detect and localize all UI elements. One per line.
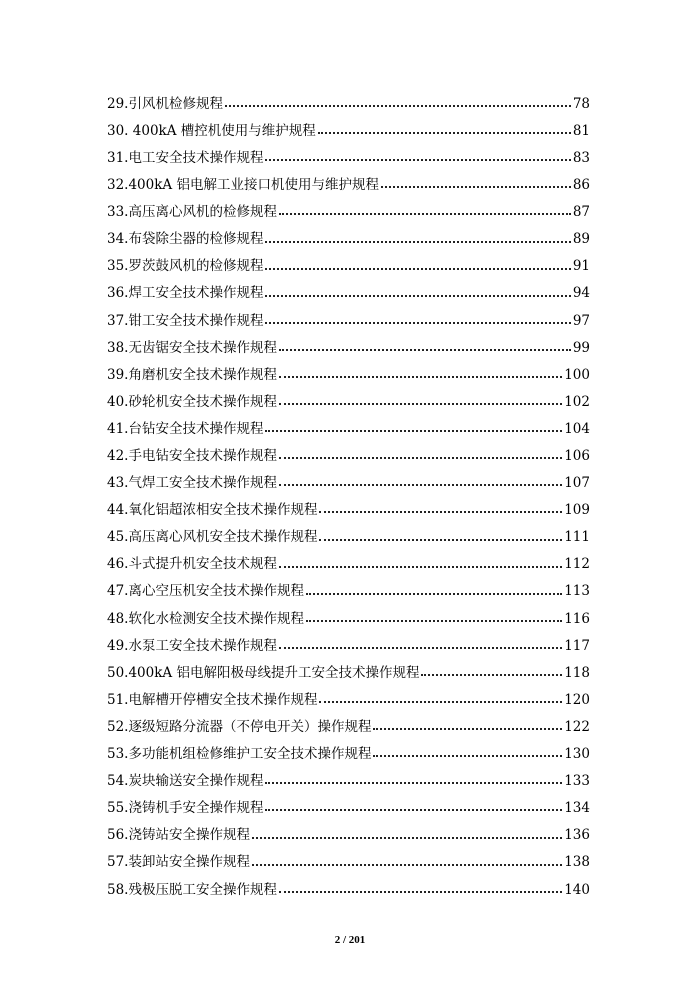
toc-entry-page-number: 89 bbox=[572, 231, 590, 248]
toc-entry[interactable] bbox=[107, 633, 590, 660]
toc-dot-leader bbox=[306, 592, 562, 595]
toc-dot-leader bbox=[265, 808, 562, 811]
toc-entry-title: 49.水泵工安全技术操作规程 bbox=[107, 637, 277, 654]
toc-entry[interactable] bbox=[107, 389, 590, 416]
toc-entry[interactable] bbox=[107, 823, 590, 850]
toc-entry[interactable] bbox=[107, 768, 590, 795]
toc-entry-page-number: 78 bbox=[572, 95, 590, 112]
toc-dot-leader bbox=[373, 754, 562, 757]
toc-entry-title: 30. 400kA 槽控机使用与维护规程 bbox=[107, 122, 316, 139]
toc-entry[interactable] bbox=[107, 443, 590, 470]
toc-entry-page-number: 111 bbox=[564, 529, 590, 546]
toc-entry-title: 45.高压离心风机安全技术操作规程 bbox=[107, 529, 318, 546]
toc-entry-page-number: 136 bbox=[564, 827, 590, 844]
toc-entry[interactable] bbox=[107, 308, 590, 335]
toc-entry-title: 42.手电钻安全技术操作规程 bbox=[107, 448, 277, 465]
toc-entry-page-number: 86 bbox=[572, 177, 590, 194]
toc-entry-title: 52.逐级短路分流器（不停电开关）操作规程 bbox=[107, 718, 372, 735]
toc-dot-leader bbox=[279, 348, 571, 351]
toc-dot-leader bbox=[373, 727, 562, 730]
toc-entry-title: 33.高压离心风机的检修规程 bbox=[107, 204, 277, 221]
toc-entry-page-number: 109 bbox=[564, 502, 590, 519]
toc-entry-page-number: 106 bbox=[564, 448, 590, 465]
toc-entry[interactable] bbox=[107, 416, 590, 443]
toc-entry-page-number: 94 bbox=[572, 285, 590, 302]
toc-entry[interactable] bbox=[107, 552, 590, 579]
toc-entry-title: 40.砂轮机安全技术操作规程 bbox=[107, 393, 277, 410]
toc-dot-leader bbox=[225, 104, 571, 107]
toc-entry-title: 54.炭块输送安全操作规程 bbox=[107, 773, 264, 790]
toc-entry[interactable] bbox=[107, 606, 590, 633]
page-number-footer: 2 / 201 bbox=[334, 934, 366, 946]
toc-dot-leader bbox=[306, 619, 562, 622]
toc-entry-page-number: 104 bbox=[564, 420, 590, 437]
toc-dot-leader bbox=[381, 185, 571, 188]
toc-entry[interactable] bbox=[107, 795, 590, 822]
toc-dot-leader bbox=[318, 131, 571, 134]
toc-entry-title: 57.装卸站安全操作规程 bbox=[107, 854, 250, 871]
toc-entry-page-number: 138 bbox=[564, 854, 590, 871]
toc-entry-title: 34.布袋除尘器的检修规程 bbox=[107, 231, 264, 248]
toc-entry[interactable] bbox=[107, 118, 590, 145]
toc-dot-leader bbox=[252, 836, 562, 839]
toc-dot-leader bbox=[265, 158, 570, 161]
toc-dot-leader bbox=[279, 483, 562, 486]
toc-entry-page-number: 87 bbox=[572, 204, 590, 221]
toc-entry-title: 37.钳工安全技术操作规程 bbox=[107, 312, 264, 329]
toc-entry-page-number: 102 bbox=[564, 393, 590, 410]
toc-entry-page-number: 122 bbox=[564, 718, 590, 735]
toc-entry-title: 48.软化水检测安全技术操作规程 bbox=[107, 610, 304, 627]
toc-dot-leader bbox=[319, 538, 562, 541]
toc-entry-title: 50.400kA 铝电解阳极母线提升工安全技术操作规程 bbox=[107, 664, 420, 681]
toc-entry[interactable] bbox=[107, 145, 590, 172]
toc-entry[interactable] bbox=[107, 660, 590, 687]
toc-dot-leader bbox=[279, 402, 562, 405]
table-of-contents bbox=[107, 91, 590, 904]
toc-entry[interactable] bbox=[107, 877, 590, 904]
toc-dot-leader bbox=[279, 456, 562, 459]
toc-entry[interactable] bbox=[107, 497, 590, 524]
toc-entry-title: 31.电工安全技术操作规程 bbox=[107, 149, 264, 166]
toc-entry[interactable] bbox=[107, 199, 590, 226]
toc-entry-title: 43.气焊工安全技术操作规程 bbox=[107, 475, 277, 492]
toc-dot-leader bbox=[265, 240, 570, 243]
toc-entry[interactable] bbox=[107, 525, 590, 552]
toc-entry[interactable] bbox=[107, 470, 590, 497]
toc-entry[interactable] bbox=[107, 172, 590, 199]
toc-dot-leader bbox=[265, 321, 570, 324]
toc-dot-leader bbox=[265, 429, 562, 432]
toc-entry-title: 41.台钻安全技术操作规程 bbox=[107, 420, 264, 437]
toc-entry[interactable] bbox=[107, 741, 590, 768]
toc-entry[interactable] bbox=[107, 254, 590, 281]
toc-entry-title: 39.角磨机安全技术操作规程 bbox=[107, 366, 277, 383]
toc-entry-title: 58.残极压脱工安全操作规程 bbox=[107, 881, 277, 898]
toc-entry-page-number: 113 bbox=[564, 583, 590, 600]
toc-entry[interactable] bbox=[107, 91, 590, 118]
toc-dot-leader bbox=[421, 673, 562, 676]
toc-entry-page-number: 117 bbox=[564, 637, 590, 654]
toc-entry-title: 36.焊工安全技术操作规程 bbox=[107, 285, 264, 302]
toc-entry[interactable] bbox=[107, 850, 590, 877]
toc-dot-leader bbox=[265, 267, 570, 270]
toc-entry-title: 29.引风机检修规程 bbox=[107, 95, 223, 112]
toc-entry-page-number: 97 bbox=[572, 312, 590, 329]
toc-entry-page-number: 140 bbox=[564, 881, 590, 898]
toc-entry-title: 35.罗茨鼓风机的检修规程 bbox=[107, 258, 264, 275]
toc-dot-leader bbox=[319, 700, 562, 703]
toc-entry-title: 38.无齿锯安全技术操作规程 bbox=[107, 339, 277, 356]
toc-entry-title: 56.浇铸站安全操作规程 bbox=[107, 827, 250, 844]
toc-dot-leader bbox=[279, 375, 562, 378]
toc-entry[interactable] bbox=[107, 362, 590, 389]
toc-entry-page-number: 112 bbox=[564, 556, 590, 573]
toc-dot-leader bbox=[265, 781, 562, 784]
toc-entry-page-number: 116 bbox=[564, 610, 590, 627]
toc-dot-leader bbox=[279, 890, 562, 893]
toc-entry-page-number: 100 bbox=[564, 366, 590, 383]
toc-entry-page-number: 83 bbox=[572, 149, 590, 166]
toc-dot-leader bbox=[279, 565, 562, 568]
toc-entry-title: 55.浇铸机手安全操作规程 bbox=[107, 800, 264, 817]
toc-entry-title: 46.斗式提升机安全技术规程 bbox=[107, 556, 277, 573]
toc-entry[interactable] bbox=[107, 335, 590, 362]
toc-entry-page-number: 118 bbox=[564, 664, 590, 681]
toc-entry-page-number: 107 bbox=[564, 475, 590, 492]
toc-dot-leader bbox=[252, 863, 562, 866]
toc-entry-title: 53.多功能机组检修维护工安全技术操作规程 bbox=[107, 746, 372, 763]
toc-entry[interactable] bbox=[107, 281, 590, 308]
toc-entry[interactable] bbox=[107, 579, 590, 606]
toc-entry-page-number: 133 bbox=[564, 773, 590, 790]
toc-entry-title: 44.氧化铝超浓相安全技术操作规程 bbox=[107, 502, 318, 519]
toc-entry-page-number: 99 bbox=[572, 339, 590, 356]
toc-entry-page-number: 130 bbox=[564, 746, 590, 763]
toc-entry-title: 32.400kA 铝电解工业接口机使用与维护规程 bbox=[107, 177, 379, 194]
toc-entry-page-number: 120 bbox=[564, 691, 590, 708]
toc-entry-page-number: 91 bbox=[572, 258, 590, 275]
toc-entry[interactable] bbox=[107, 687, 590, 714]
toc-dot-leader bbox=[279, 646, 562, 649]
toc-dot-leader bbox=[319, 510, 562, 513]
toc-entry-title: 47.离心空压机安全技术操作规程 bbox=[107, 583, 304, 600]
toc-entry-page-number: 81 bbox=[572, 122, 590, 139]
toc-entry[interactable] bbox=[107, 226, 590, 253]
toc-entry-title: 51.电解槽开停槽安全技术操作规程 bbox=[107, 691, 318, 708]
toc-entry[interactable] bbox=[107, 714, 590, 741]
toc-entry-page-number: 134 bbox=[564, 800, 590, 817]
toc-dot-leader bbox=[279, 212, 571, 215]
toc-dot-leader bbox=[265, 294, 570, 297]
